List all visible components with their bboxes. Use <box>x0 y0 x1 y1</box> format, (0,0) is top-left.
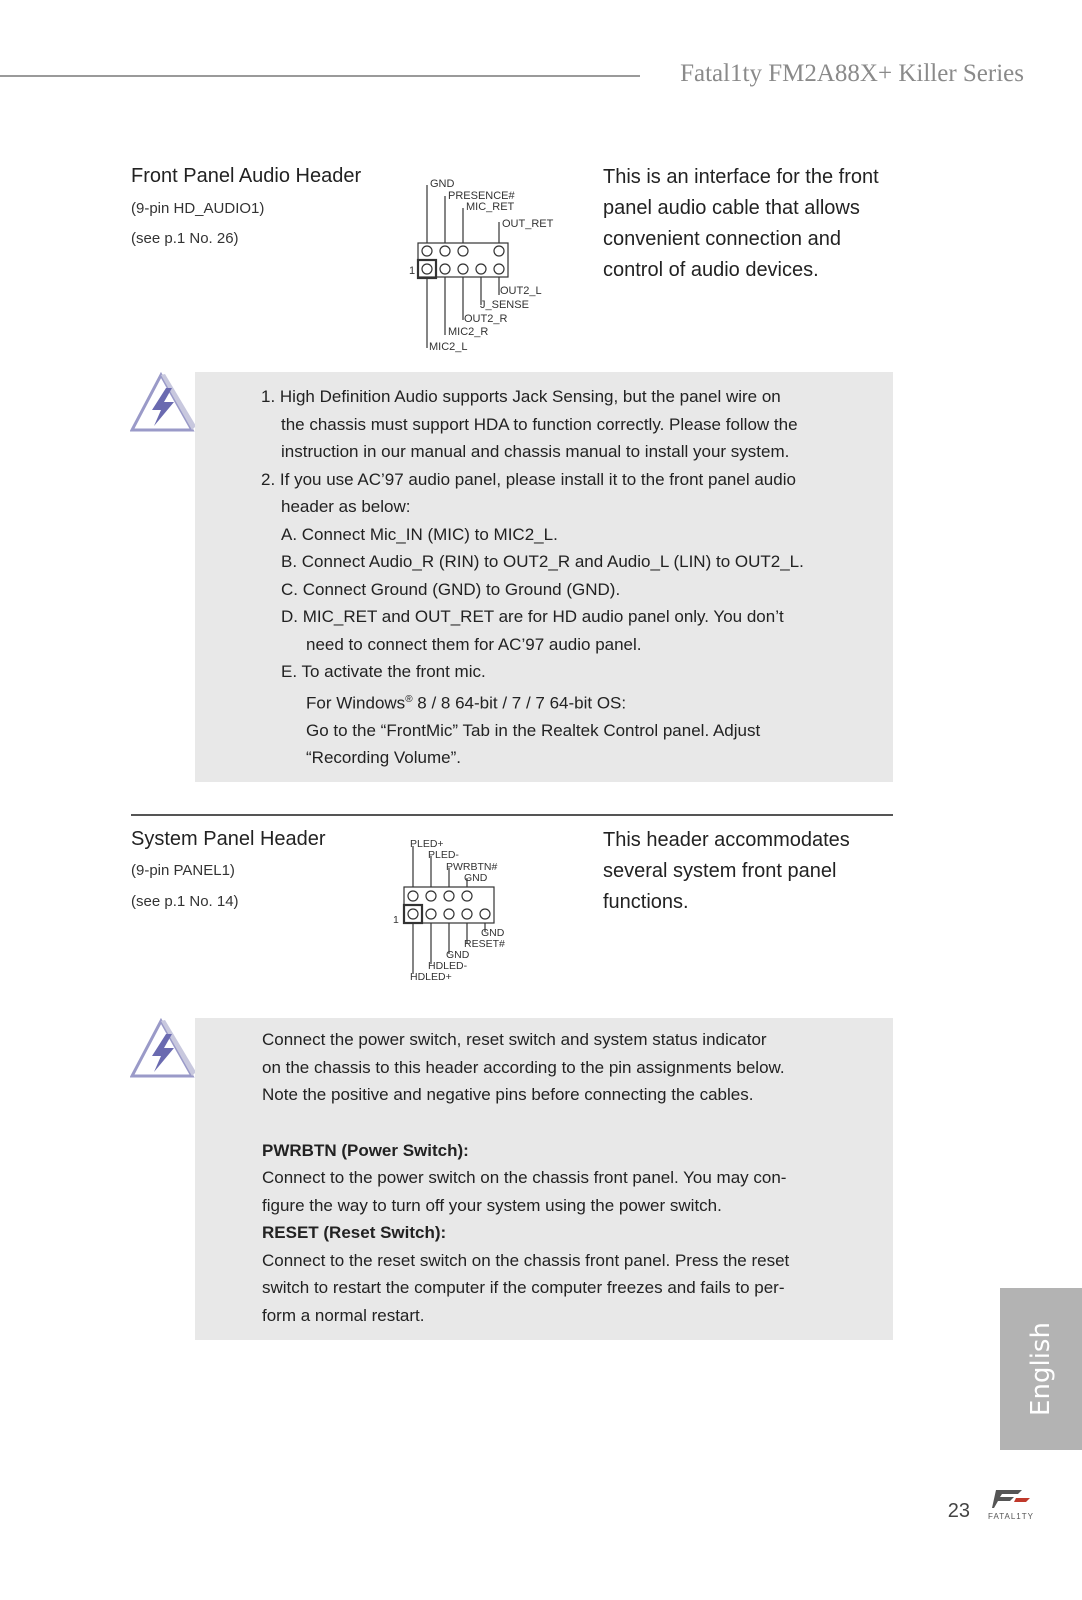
note-line: instruction in our manual and chassis manual to install your system. <box>281 442 790 461</box>
registered-mark: ® <box>405 693 413 705</box>
pin-label-pwrbtn: PWRBTN# <box>446 861 498 873</box>
pin-label-hdled-minus: HDLED- <box>428 960 468 972</box>
pin-label-gnd-top: GND <box>464 872 488 884</box>
system-section-subtitle: (9-pin PANEL1) <box>131 862 235 879</box>
pwrbtn-heading: PWRBTN (Power Switch): <box>262 1140 469 1160</box>
pin-label-mic-ret: MIC_RET <box>466 201 515 213</box>
note-line: need to connect them for AC’97 audio panel. <box>306 634 642 654</box>
header-rule <box>0 75 640 77</box>
note-line-os <box>261 686 861 717</box>
pin-label-mic2-l: MIC2_L <box>429 341 468 353</box>
reset-heading: RESET (Reset Switch): <box>262 1223 447 1242</box>
system-section-ref: (see p.1 No. 14) <box>131 893 239 910</box>
audio-note-box <box>195 372 893 782</box>
pin-1-label: 1 <box>409 265 416 277</box>
os-list: 8 / 8 64-bit / 7 / 7 64-bit OS: <box>412 693 627 713</box>
audio-desc-line: control of audio devices. <box>603 259 819 281</box>
system-desc-line: functions. <box>603 891 689 913</box>
note-line: “Recording Volume”. <box>306 748 461 768</box>
pin1-marker <box>404 905 422 923</box>
note-line: B. Connect Audio_R (RIN) to OUT2_R and Audio_L (LIN) to OUT2_L. <box>281 552 804 571</box>
note-line: 1. High Definition Audio supports Jack Sensing, but the panel wire on <box>261 387 781 406</box>
audio-section-ref: (see p.1 No. 26) <box>131 230 239 247</box>
audio-desc-line: This is an interface for the front <box>603 166 879 188</box>
language-tab <box>1000 1288 1082 1450</box>
note-line: the chassis must support HDA to function correctly. Please follow the <box>281 414 798 434</box>
audio-desc-line: convenient connection and <box>603 228 841 250</box>
os-prefix: For Windows <box>306 693 406 713</box>
pin-label-gnd: GND <box>430 178 455 190</box>
warning-icon <box>130 372 198 436</box>
fatal1ty-logo <box>988 1488 1040 1528</box>
note-line: figure the way to turn off your system using the power switch. <box>262 1195 722 1215</box>
pin-label-out-ret: OUT_RET <box>502 218 554 230</box>
pin-label-out2-l: OUT2_L <box>500 285 542 297</box>
system-header-pin-diagram <box>388 832 538 992</box>
note-line: C. Connect Ground (GND) to Ground (GND). <box>281 579 621 599</box>
note-line: Connect to the reset switch on the chassis front panel. Press the reset <box>262 1250 790 1270</box>
note-line: form a normal restart. <box>262 1305 425 1325</box>
audio-section-title: Front Panel Audio Header <box>131 165 362 187</box>
note-line: switch to restart the computer if the computer freezes and fails to per- <box>262 1278 785 1297</box>
pin-label-mic2-r: MIC2_R <box>448 326 489 338</box>
system-section-title: System Panel Header <box>131 828 326 850</box>
note-line: 2. If you use AC’97 audio panel, please install it to the front panel audio <box>261 469 796 489</box>
pin-label-pled-plus: PLED+ <box>410 838 444 850</box>
note-line: D. MIC_RET and OUT_RET are for HD audio panel only. You don’t <box>281 607 784 626</box>
language-label: English <box>1026 1322 1056 1416</box>
audio-section-subtitle: (9-pin HD_AUDIO1) <box>131 200 265 217</box>
system-desc-line: This header accommodates <box>603 829 850 851</box>
fatal1ty-logo-icon <box>992 1488 1032 1510</box>
note-line: header as below: <box>281 497 411 516</box>
pin-label-gnd-mid: GND <box>446 949 470 961</box>
warning-icon <box>130 1018 198 1082</box>
pin-1-label: 1 <box>393 914 399 926</box>
logo-text: FATAL1TY <box>988 1512 1034 1521</box>
system-note-box <box>195 1018 893 1340</box>
pin-label-presence: PRESENCE# <box>448 190 515 202</box>
note-line: Connect to the power switch on the chassis front panel. You may con- <box>262 1168 787 1187</box>
note-line: Go to the “FrontMic” Tab in the Realtek Control panel. Adjust <box>306 720 761 740</box>
section-divider <box>131 814 893 816</box>
note-line: Note the positive and negative pins before connecting the cables. <box>262 1085 754 1104</box>
audio-header-pin-diagram <box>400 170 580 360</box>
pin-label-j-sense: J_SENSE <box>480 299 529 311</box>
pin-label-pled-minus: PLED- <box>428 849 459 861</box>
pin-label-reset: RESET# <box>464 938 505 950</box>
pin-label-out2-r: OUT2_R <box>464 313 508 325</box>
audio-desc-line: panel audio cable that allows <box>603 197 860 219</box>
note-line: on the chassis to this header according to the pin assignments below. <box>262 1057 785 1077</box>
page-number: 23 <box>947 1500 970 1522</box>
pin1-marker <box>418 260 436 278</box>
page-header-title: Fatal1ty FM2A88X+ Killer Series <box>680 60 1024 87</box>
note-line: E. To activate the front mic. <box>281 662 486 681</box>
system-description <box>603 825 903 918</box>
note-line: A. Connect Mic_IN (MIC) to MIC2_L. <box>281 524 558 544</box>
audio-description <box>603 162 903 286</box>
pin-label-gnd-bottom: GND <box>481 927 505 939</box>
system-desc-line: several system front panel <box>603 860 837 882</box>
pin-label-hdled-plus: HDLED+ <box>410 971 452 983</box>
note-spacer <box>262 1109 862 1137</box>
note-line: Connect the power switch, reset switch and system status indicator <box>262 1030 767 1049</box>
